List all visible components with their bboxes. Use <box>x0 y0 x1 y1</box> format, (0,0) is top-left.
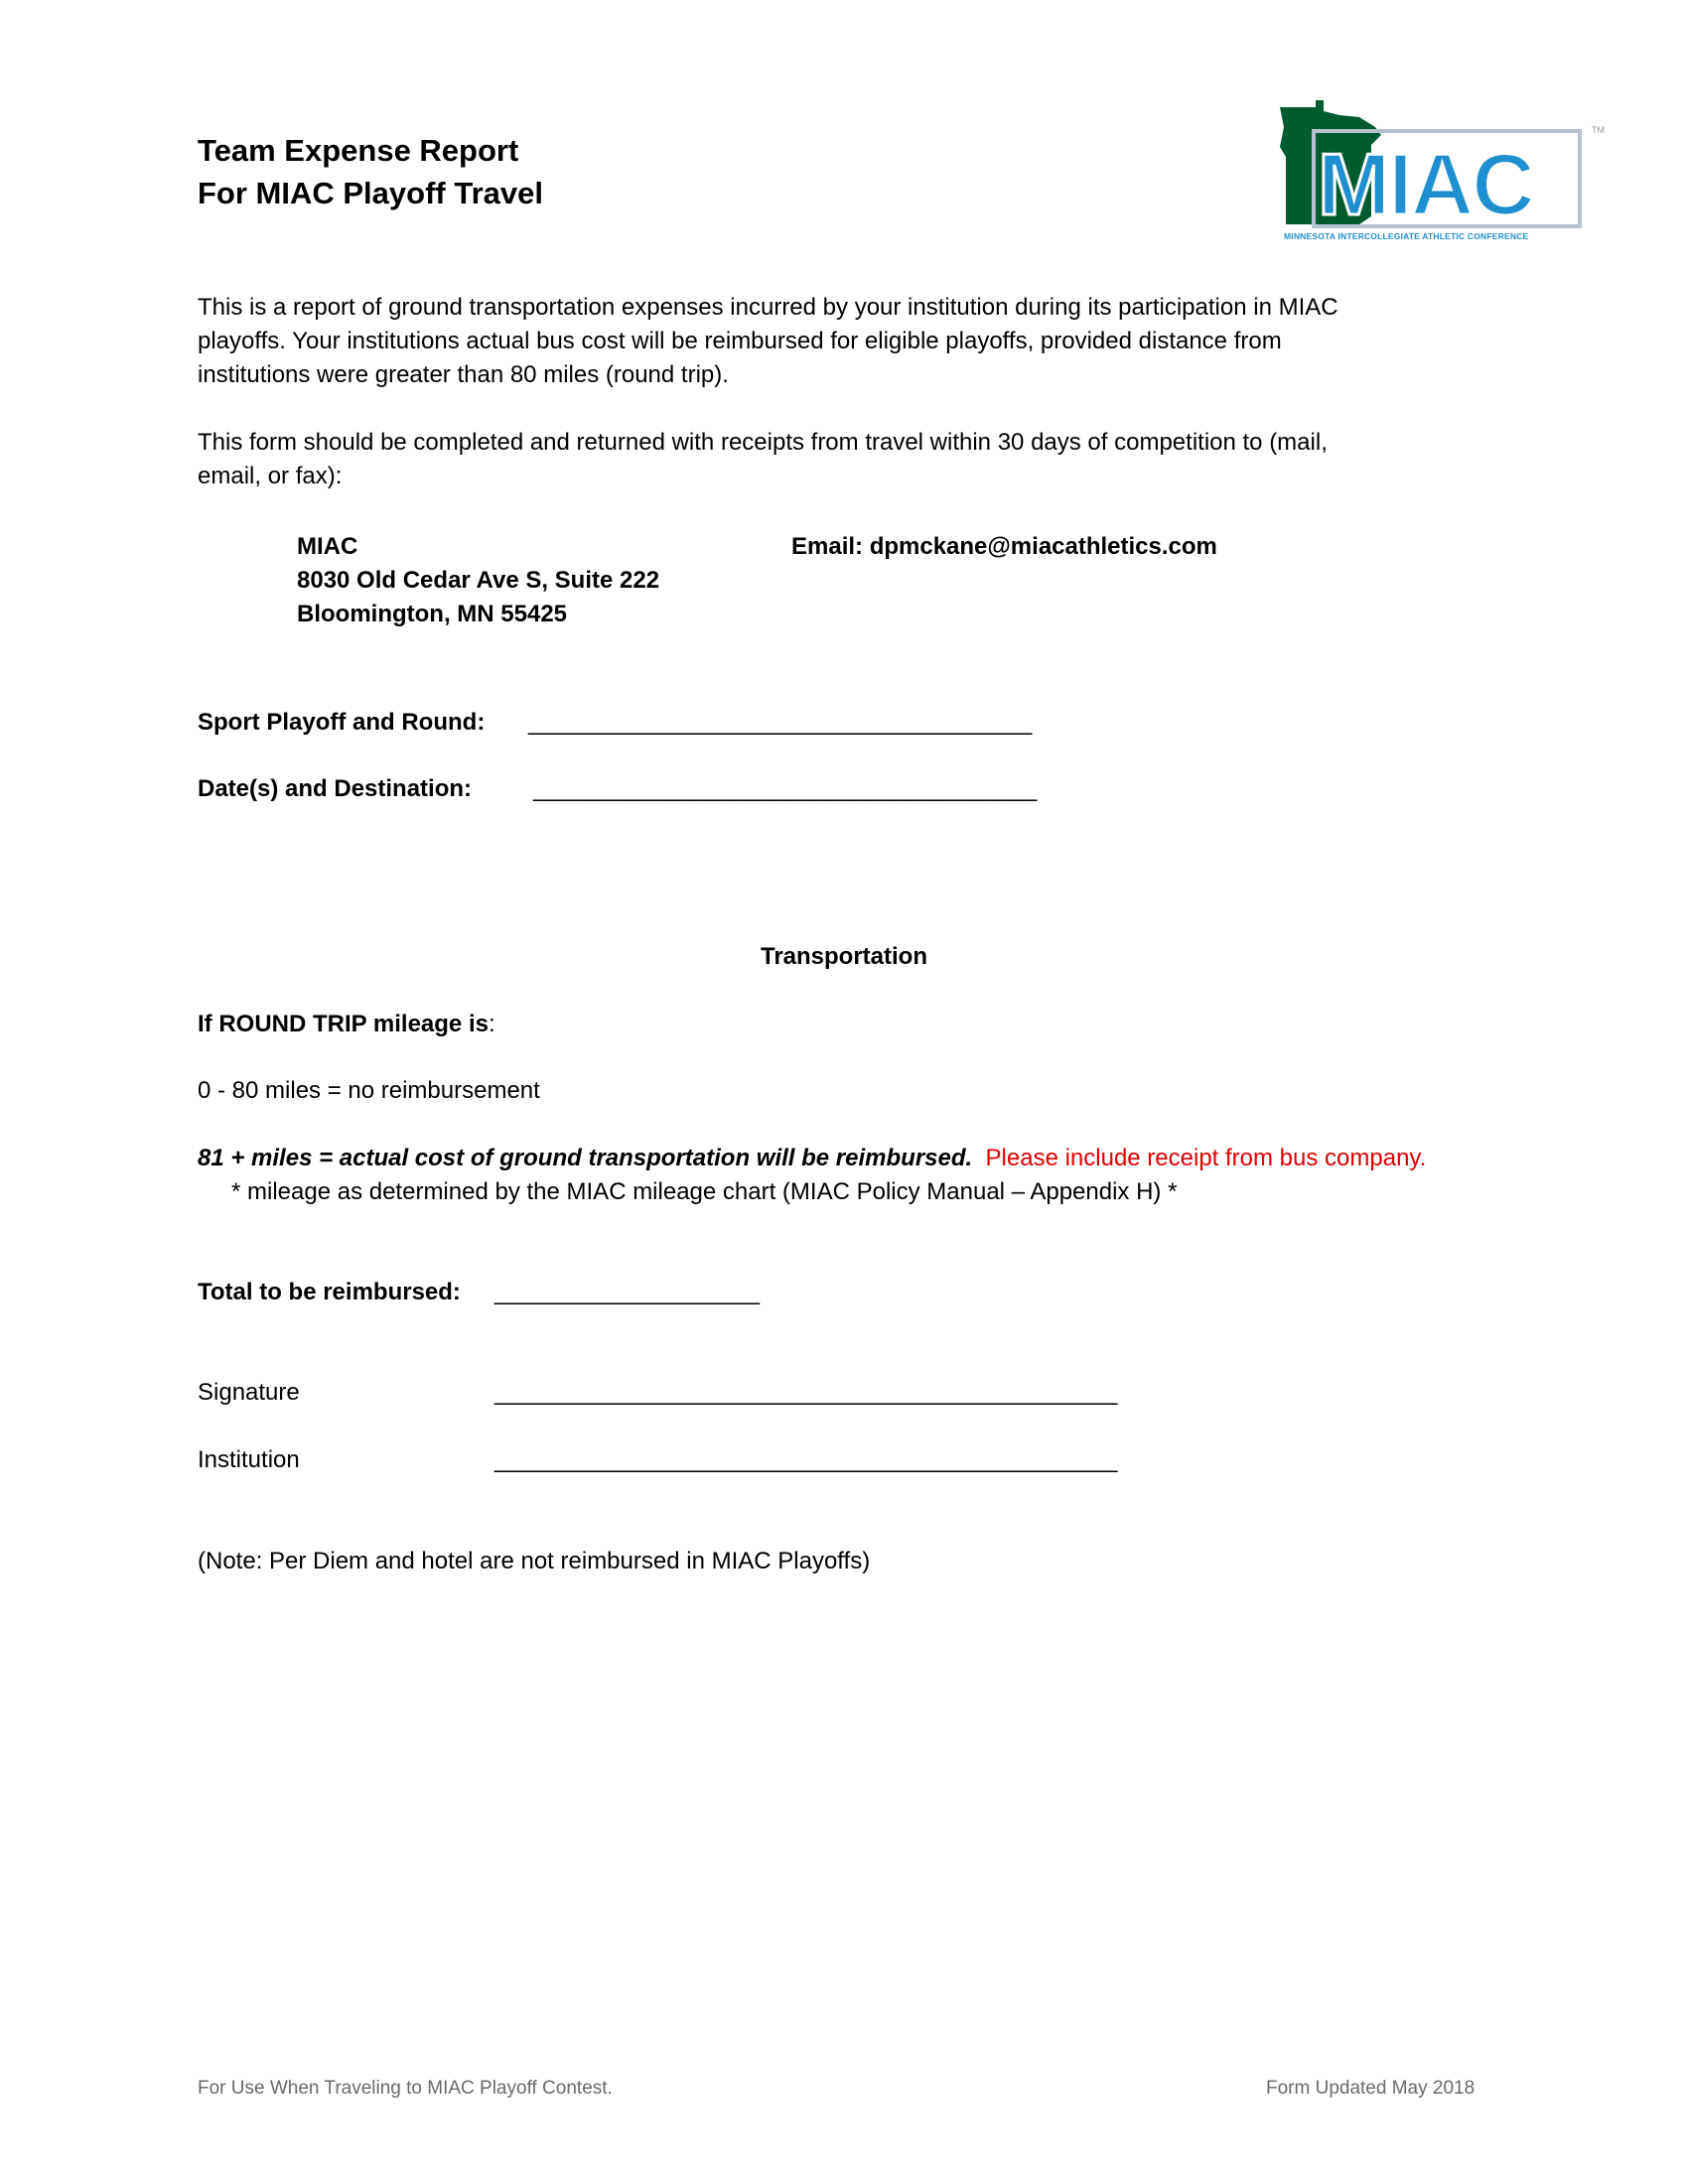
per-diem-note: (Note: Per Diem and hotel are not reimbursed in MIAC Playoffs) <box>198 1548 871 1574</box>
dates-destination-field[interactable]: ______________________________________ <box>533 775 1038 802</box>
intro-line-2: playoffs. Your institutions actual bus cost will be reimbursed for eligible playoffs, provided distance from <box>198 328 1282 354</box>
total-reimbursed-label: Total to be reimbursed: <box>198 1279 461 1305</box>
instructions-line-1: This form should be completed and returned with receipts from travel within 30 days of competition to (mail, <box>198 429 1328 456</box>
round-trip-heading <box>198 1011 495 1038</box>
round-trip-label: If ROUND TRIP mileage is <box>198 1011 489 1037</box>
round-trip-colon: : <box>488 1011 495 1037</box>
address-street: 8030 Old Cedar Ave S, Suite 222 <box>297 567 660 594</box>
signature-field[interactable]: _______________________________________________ <box>494 1379 1118 1406</box>
contact-email[interactable]: Email: dpmckane@miacathletics.com <box>791 533 1217 560</box>
receipt-instruction: Please include receipt from bus company. <box>985 1145 1427 1171</box>
transportation-heading: Transportation <box>760 943 927 970</box>
institution-label: Institution <box>198 1446 300 1473</box>
miac-logo-graphic <box>1276 97 1614 246</box>
total-reimbursed-field[interactable]: ____________________ <box>494 1279 760 1305</box>
address-city: Bloomington, MN 55425 <box>297 601 568 627</box>
address-name: MIAC <box>297 533 358 560</box>
sport-playoff-label: Sport Playoff and Round: <box>198 709 486 736</box>
miac-logo <box>1276 97 1614 246</box>
mileage-note: * mileage as determined by the MIAC mileage chart (MIAC Policy Manual – Appendix H) * <box>231 1178 1178 1205</box>
footer-left: For Use When Traveling to MIAC Playoff Contest. <box>198 2078 613 2099</box>
document-title-line2: For MIAC Playoff Travel <box>198 176 543 210</box>
dates-destination-label: Date(s) and Destination: <box>198 775 473 802</box>
institution-field[interactable]: _______________________________________________ <box>494 1446 1118 1473</box>
mileage-tier-2 <box>198 1145 1426 1172</box>
mileage-tier-2-text: 81 + miles = actual cost of ground transportation will be reimbursed. <box>198 1145 973 1171</box>
logo-wordmark: MIAC <box>1318 135 1533 233</box>
instructions-line-2: email, or fax): <box>198 463 343 489</box>
intro-line-3: institutions were greater than 80 miles (round trip). <box>198 361 729 388</box>
signature-label: Signature <box>198 1379 300 1406</box>
trademark-mark: TM <box>1592 125 1605 135</box>
logo-tagline: MINNESOTA INTERCOLLEGIATE ATHLETIC CONFERENCE <box>1284 231 1529 241</box>
footer-right: Form Updated May 2018 <box>1266 2078 1476 2099</box>
intro-line-1: This is a report of ground transportation expenses incurred by your institution during its participation in MIAC <box>198 294 1338 321</box>
sport-playoff-field[interactable]: ______________________________________ <box>528 709 1033 736</box>
document-title-line1: Team Expense Report <box>198 133 519 168</box>
mileage-tier-1: 0 - 80 miles = no reimbursement <box>198 1077 540 1104</box>
